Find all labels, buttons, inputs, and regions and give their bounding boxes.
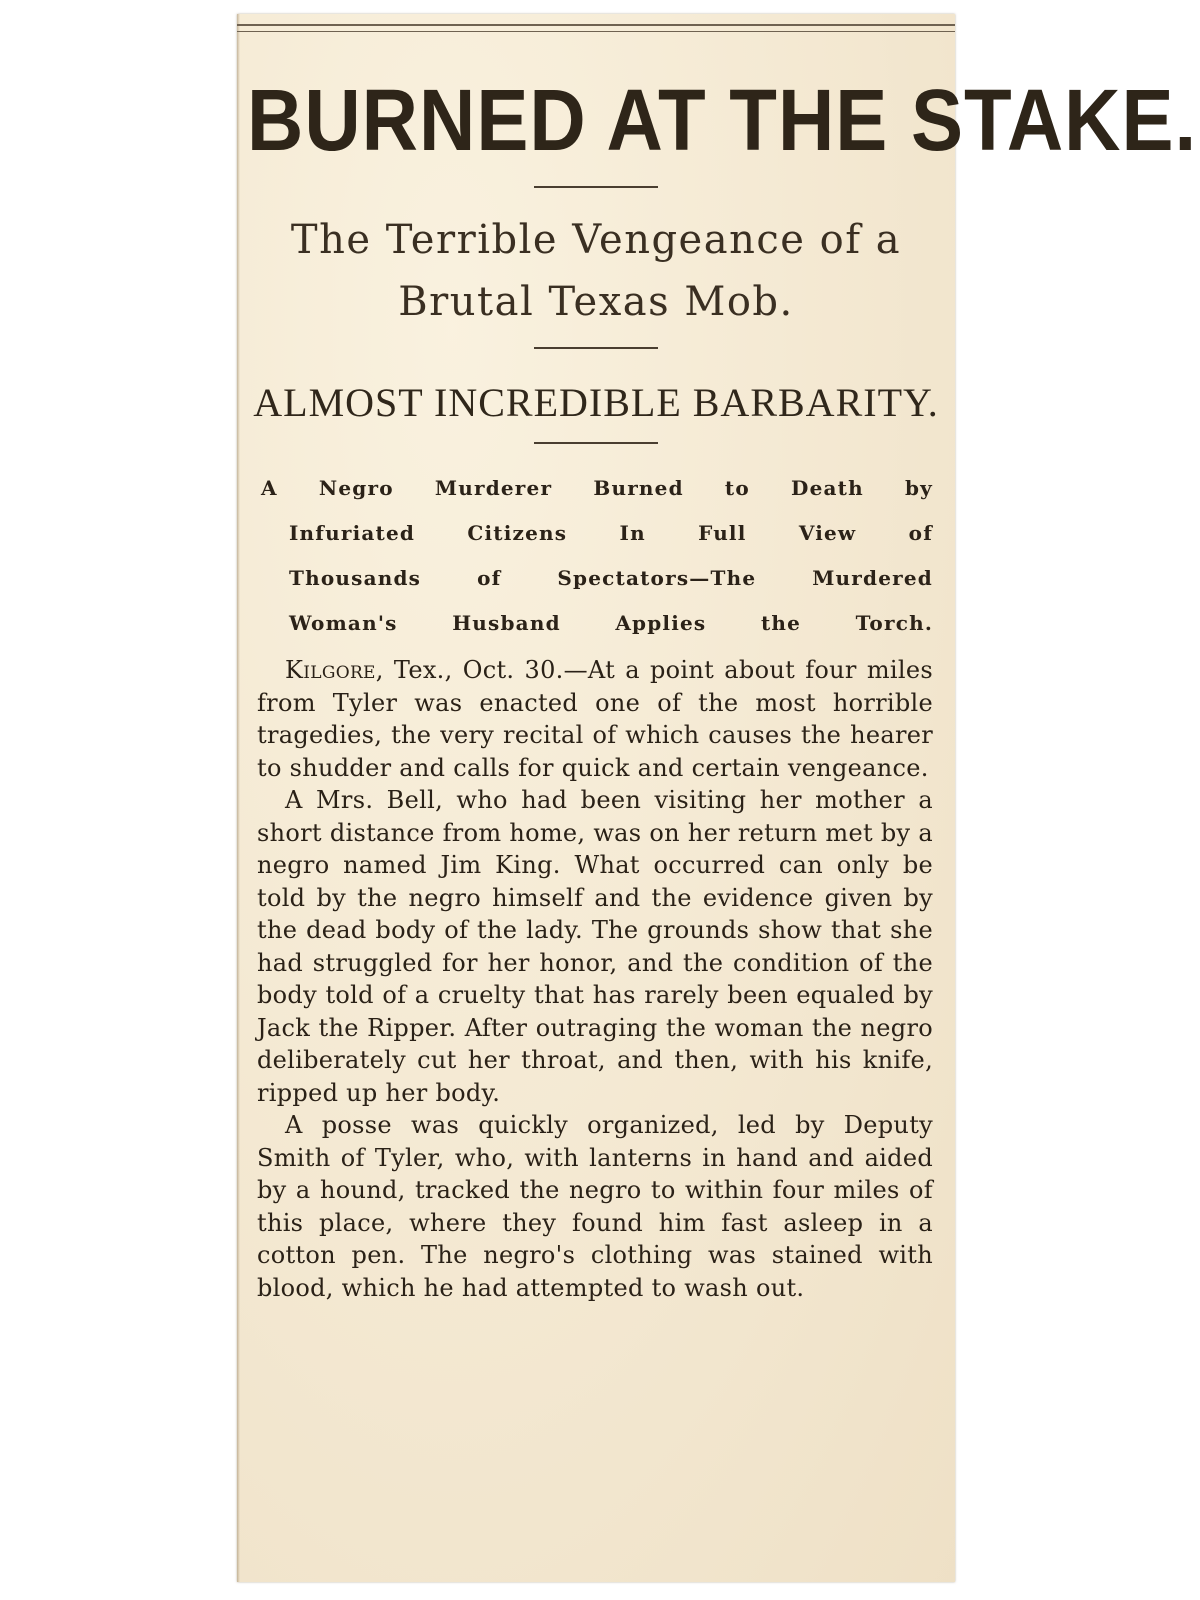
dateline-place: Kilgore,	[285, 656, 384, 684]
article-body	[257, 654, 933, 1304]
headline: BURNED AT THE STAKE.	[247, 70, 1198, 170]
paper-edge	[237, 14, 240, 1582]
divider-rule-2	[534, 347, 658, 349]
paragraph-3: A posse was quickly organized, led by Deputy Smith of Tyler, who, with lanterns in hand and aided by a hound, tracked the negro to within four miles of this place, where they found him fast asleep in a cotton pen. The negro's clothing was stained with blood, which he had attempted to wash out.	[257, 1111, 933, 1302]
summary-line: Thousands of Spectators—The Murdered	[289, 566, 933, 590]
secondary-headline: ALMOST INCREDIBLE BARBARITY.	[253, 380, 939, 425]
paragraph-1-text: Tex., Oct. 30.—At a point about four miles from Tyler was enacted one of the most horrible tragedies, the very recital of which causes the hearer to shudder and calls for quick and certain vengeance.	[257, 656, 933, 782]
summary-line: A Negro Murderer Burned to Death by	[261, 476, 933, 500]
subheadline-line-2: Brutal Texas Mob.	[398, 279, 794, 325]
divider-rule-3	[534, 442, 658, 444]
newspaper-clipping	[237, 14, 1198, 1582]
summary-deck	[261, 466, 933, 646]
paragraph-2: A Mrs. Bell, who had been visiting her mother a short distance from home, was on her return met by a negro named Jim King. What occurred can only be told by the negro himself and the evidence given by the dead body of the lady. The grounds show that she had struggled for her honor, and the condition of the body told of a cruelty that has rarely been equaled by Jack the Ripper. After outraging the woman the negro deliberately cut her throat, and then, with his knife, ripped up her body.	[257, 786, 933, 1107]
summary-line: Infuriated Citizens In Full View of	[289, 521, 933, 545]
divider-rule-1	[534, 186, 658, 188]
subheadline-line-1: The Terrible Vengeance of a	[290, 217, 902, 263]
summary-line: Woman's Husband Applies the Torch.	[289, 611, 933, 635]
subheadline	[247, 209, 945, 333]
paragraph-1	[257, 654, 933, 784]
column-top-rule	[237, 24, 955, 32]
